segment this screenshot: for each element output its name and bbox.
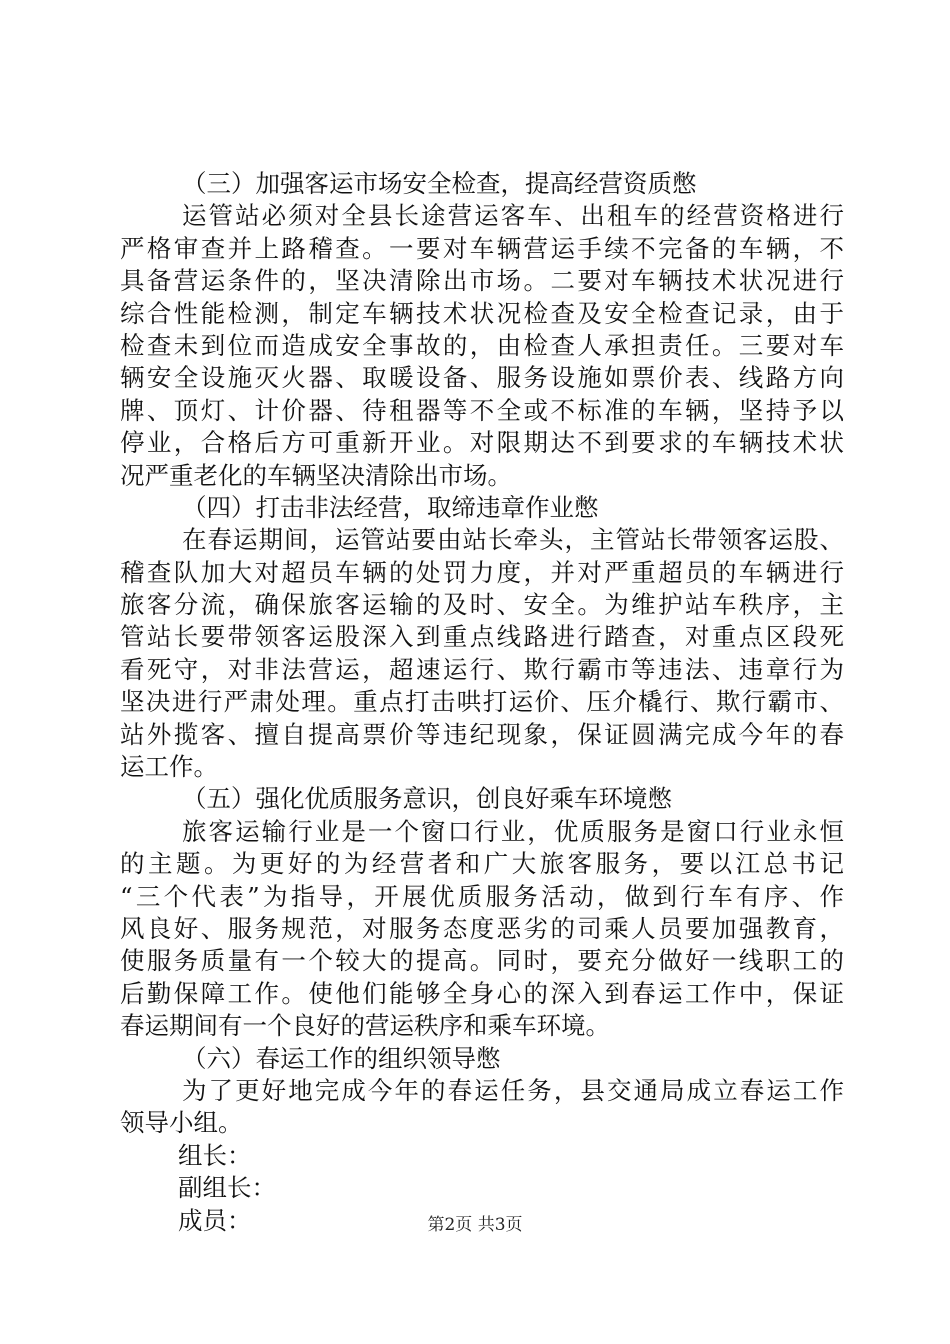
paragraph-line: 旅客运输行业是一个窗口行业，优质服务是窗口行业永恒 xyxy=(182,816,844,846)
paragraph-line: 严格审查并上路稽查。一要对车辆营运手续不完备的车辆，不 xyxy=(120,233,844,263)
paragraph-line: 风良好、服务规范，对服务态度恶劣的司乘人员要加强教育， xyxy=(120,913,844,943)
paragraph-line: 春运期间有一个良好的营运秩序和乘车环境。 xyxy=(120,1011,610,1041)
paragraph-line: 运工作。 xyxy=(120,752,218,782)
deputy-group-leader-label: 副组长： xyxy=(178,1173,276,1203)
paragraph-line: 停业，合格后方可重新开业。对限期达不到要求的车辆技术状 xyxy=(120,428,844,458)
paragraph-line: 为了更好地完成今年的春运任务，县交通局成立春运工作 xyxy=(182,1075,844,1105)
paragraph-line: 检查未到位而造成安全事故的，由检查人承担责任。三要对车 xyxy=(120,330,844,360)
paragraph-line: 运管站必须对全县长途营运客车、出租车的经营资格进行 xyxy=(182,201,844,231)
paragraph-line: 辆安全设施灭火器、取暖设备、服务设施如票价表、线路方向 xyxy=(120,363,844,393)
members-label: 成员： xyxy=(178,1205,252,1235)
section-heading-4: （四）打击非法经营，取缔违章作业憋 xyxy=(182,492,599,522)
paragraph-line: 旅客分流，确保旅客运输的及时、安全。为维护站车秩序，主 xyxy=(120,590,844,620)
section-heading-6: （六）春运工作的组织领导憋 xyxy=(182,1043,501,1073)
paragraph-line: 坚决进行严肃处理。重点打击哄打运价、压介橇行、欺行霸市、 xyxy=(120,687,844,717)
paragraph-line: 站外揽客、擅自提高票价等违纪现象，保证圆满完成今年的春 xyxy=(120,719,844,749)
paragraph-line: “三个代表”为指导，开展优质服务活动，做到行车有序、作 xyxy=(120,881,844,911)
paragraph-line: 具备营运条件的，坚决清除出市场。二要对车辆技术状况进行 xyxy=(120,266,844,296)
paragraph-line: 稽查队加大对超员车辆的处罚力度，并对严重超员的车辆进行 xyxy=(120,557,844,587)
group-leader-label: 组长： xyxy=(178,1140,252,1170)
paragraph-line: 况严重老化的车辆坚决清除出市场。 xyxy=(120,460,512,490)
paragraph-line: 牌、顶灯、计价器、待租器等不全或不标准的车辆，坚持予以 xyxy=(120,395,844,425)
paragraph-line: 后勤保障工作。使他们能够全身心的深入到春运工作中，保证 xyxy=(120,978,844,1008)
paragraph-line: 在春运期间，运管站要由站长牵头，主管站长带领客运股、 xyxy=(182,525,844,555)
paragraph-line: 管站长要带领客运股深入到重点线路进行踏查，对重点区段死 xyxy=(120,622,844,652)
paragraph-line: 看死守，对非法营运，超速运行、欺行霸市等违法、违章行为 xyxy=(120,654,844,684)
document-body xyxy=(120,168,844,1237)
paragraph-line: 综合性能检测，制定车辆技术状况检查及安全检查记录，由于 xyxy=(120,298,844,328)
page-number-footer: 第2页 共3页 xyxy=(427,1215,523,1235)
paragraph-line: 的主题。为更好的为经营者和广大旅客服务，要以江总书记 xyxy=(120,849,844,879)
section-heading-3: （三）加强客运市场安全检查，提高经营资质憋 xyxy=(182,169,697,198)
section-heading-5: （五）强化优质服务意识，创良好乘车环境憋 xyxy=(182,784,672,814)
paragraph-line: 使服务质量有一个较大的提高。同时，要充分做好一线职工的 xyxy=(120,946,844,976)
paragraph-line: 领导小组。 xyxy=(120,1108,243,1138)
